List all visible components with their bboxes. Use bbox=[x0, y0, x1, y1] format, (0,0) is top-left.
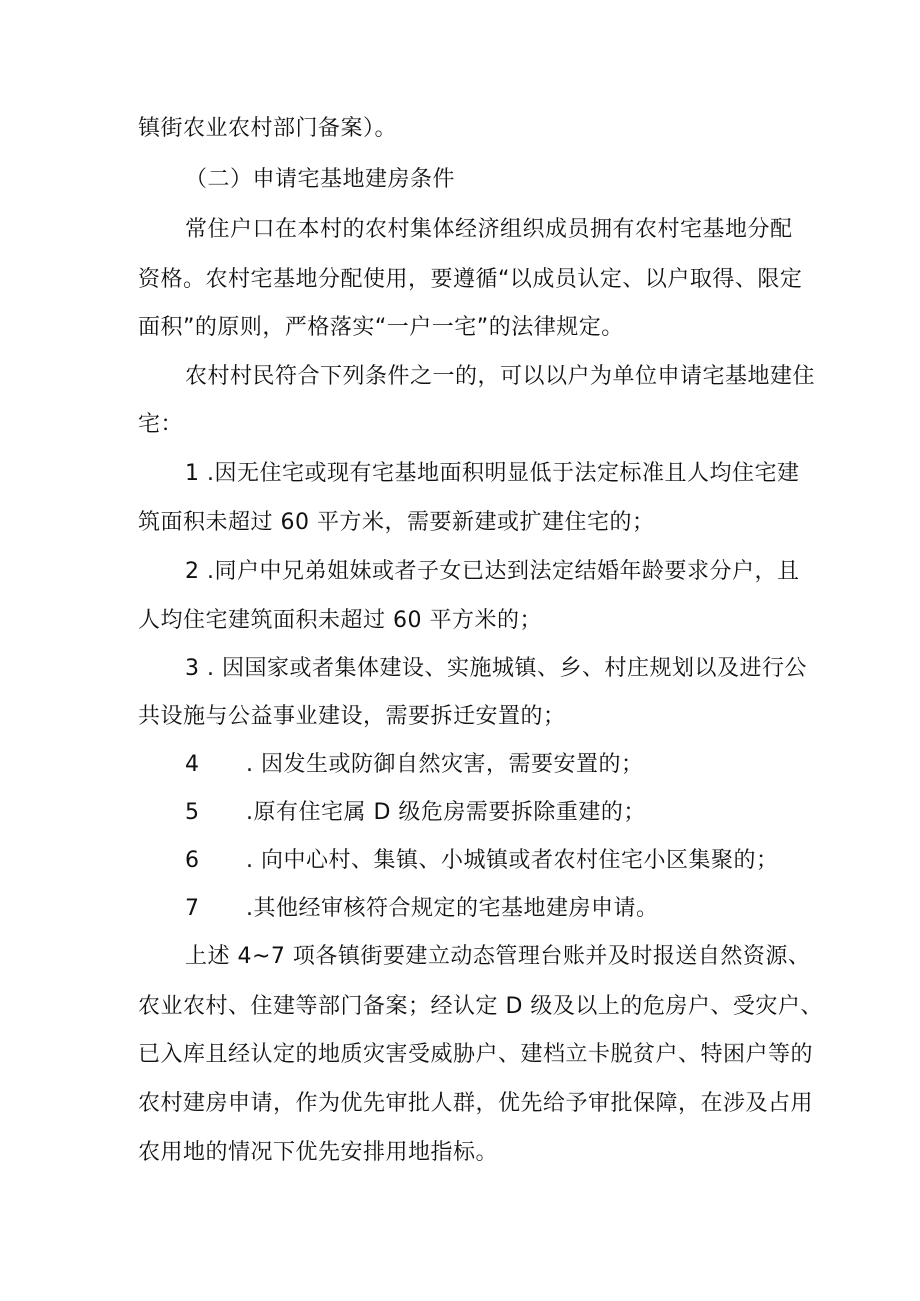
text-line: 宅： bbox=[138, 412, 184, 437]
list-item-1: 1 .因无住宅或现有宅基地面积明显低于法定标准且人均住宅建 bbox=[185, 461, 800, 486]
text-line: 面积”的原则，严格落实“一户一宅”的法律规定。 bbox=[138, 315, 624, 340]
list-item-5: .原有住宅属 D 级危房需要拆除重建的； bbox=[246, 800, 646, 825]
text-line: 农业农村、住建等部门备案；经认定 D 级及以上的危房户、受灾户、 bbox=[138, 994, 823, 1019]
list-item-6: . 向中心村、集镇、小城镇或者农村住宅小区集聚的； bbox=[246, 848, 779, 873]
text-line: 常住户口在本村的农村集体经济组织成员拥有农村宅基地分配 bbox=[185, 217, 793, 242]
list-number-5: 5 bbox=[185, 800, 199, 825]
list-number-7: 7 bbox=[185, 896, 199, 921]
text-line: 资格。农村宅基地分配使用，要遵循“以成员认定、以户取得、限定 bbox=[138, 267, 803, 292]
list-item-3: 3 . 因国家或者集体建设、实施城镇、乡、村庄规划以及进行公 bbox=[185, 656, 807, 681]
text-line: 农村建房申请，作为优先审批人群，优先给予审批保障，在涉及占用 bbox=[138, 1091, 814, 1116]
text-line: 已入库且经认定的地质灾害受威胁户、建档立卡脱贫户、特困户等的 bbox=[138, 1042, 814, 1067]
text-line: 筑面积未超过 60 平方米，需要新建或扩建住宅的； bbox=[138, 510, 655, 535]
list-item-2: 2 .同户中兄弟姐妹或者子女已达到法定结婚年龄要求分户，且 bbox=[185, 559, 800, 584]
text-line: 共设施与公益事业建设，需要拆迁安置的； bbox=[138, 704, 566, 729]
text-line: 农村村民符合下列条件之一的，可以以户为单位申请宅基地建住 bbox=[185, 364, 816, 389]
list-item-4: . 因发生或防御自然灾害，需要安置的； bbox=[246, 752, 644, 777]
text-line: 农用地的情况下优先安排用地指标。 bbox=[138, 1140, 499, 1165]
section-heading: （二）申请宅基地建房条件 bbox=[185, 167, 456, 192]
list-item-7: .其他经审核符合规定的宅基地建房申请。 bbox=[246, 896, 659, 921]
text-line: 上述 4~7 项各镇街要建立动态管理台账并及时报送自然资源、 bbox=[185, 944, 811, 969]
text-line: 人均住宅建筑面积未超过 60 平方米的； bbox=[138, 608, 542, 633]
list-number-4: 4 bbox=[185, 752, 199, 777]
text-line: 镇街农业农村部门备案）。 bbox=[138, 116, 398, 141]
list-number-6: 6 bbox=[185, 848, 199, 873]
